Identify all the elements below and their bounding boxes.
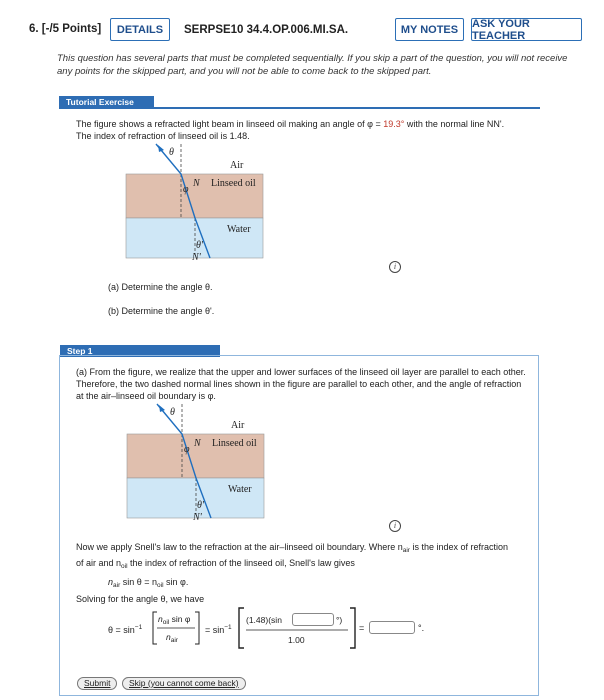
theta-prime-label: θ' [197, 500, 205, 511]
n-label: N [194, 438, 201, 449]
den-n: n [166, 632, 171, 642]
oil-label: Linseed oil [211, 178, 256, 189]
oil-label: Linseed oil [212, 438, 257, 449]
my-notes-button[interactable]: MY NOTES [395, 18, 464, 41]
num-sin: sin φ [169, 614, 191, 624]
tutorial-divider [59, 107, 540, 109]
snell-intro-d: the index of refraction of the linseed oil, Snell's law gives [127, 558, 355, 568]
beam-arrow [158, 145, 164, 152]
equals-sin [205, 622, 232, 636]
problem-statement [76, 118, 556, 142]
theta-answer-input[interactable] [369, 621, 415, 634]
theta-eq: θ = sin [108, 625, 135, 635]
question-code: SERPSE10 34.4.OP.006.MI.SA. [184, 24, 349, 36]
eq-end: sin φ. [163, 577, 189, 587]
inverse-sup-2: −1 [224, 624, 232, 631]
eq-mid: sin θ = n [120, 577, 158, 587]
problem-line1-end: with the normal line NN'. [404, 119, 505, 129]
sin-open: (sin [268, 615, 282, 625]
beam-arrow [159, 405, 165, 412]
snell-intro-c: of air and n [76, 558, 122, 568]
submit-button[interactable]: Submit [77, 677, 117, 690]
theta-prime-label: θ' [196, 240, 204, 251]
instructions-text: This question has several parts that must be completed sequentially. If you skip a part of the question, you will not receive any points for the skipped part, and you will not be able to come back to the skipped part. [57, 53, 568, 77]
equals-sin-text: = sin [205, 625, 225, 635]
details-button[interactable]: DETAILS [110, 18, 170, 41]
refraction-diagram [120, 142, 270, 262]
deg-close: °) [336, 615, 343, 625]
part-a-text: (a) Determine the angle θ. [108, 282, 213, 292]
question-number: 6. [-/5 Points] [29, 23, 102, 35]
phi-input[interactable] [292, 613, 334, 626]
phi-label: φ [184, 444, 190, 455]
solving-text: Solving for the angle θ, we have [76, 594, 205, 604]
degree-unit: °. [418, 623, 425, 633]
snell-intro [76, 541, 531, 573]
num-n: n [158, 614, 163, 624]
fraction-numerator [158, 613, 190, 629]
oil-subscript: oil [121, 563, 128, 570]
part-b-text: (b) Determine the angle θ'. [108, 306, 215, 316]
step-refraction-diagram [121, 402, 271, 522]
air-label: Air [231, 420, 245, 431]
eq-n1: n [108, 577, 114, 587]
inverse-sup: −1 [134, 624, 143, 631]
water-label: Water [227, 224, 251, 235]
step-tag: Step 1 [60, 345, 220, 357]
num-oil-sub: oil [162, 619, 170, 626]
big-numerator [246, 614, 282, 626]
n-prime-label: N' [193, 512, 202, 522]
denominator-value: 1.00 [288, 635, 305, 645]
snell-intro-a: Now we apply Snell's law to the refraction at the air–linseed oil boundary. Where n [76, 542, 403, 552]
fraction-denominator [166, 631, 178, 647]
den-air-sub: air [170, 637, 178, 644]
equals-sign: = [359, 623, 365, 633]
skip-button[interactable]: Skip (you cannot come back) [122, 677, 246, 690]
air-label: Air [230, 160, 244, 171]
n-prime-label: N' [192, 252, 201, 262]
theta-label: θ [170, 407, 175, 418]
water-label: Water [228, 484, 252, 495]
problem-line2: The index of refraction of linseed oil is 1.48. [76, 131, 250, 141]
theta-formula [108, 622, 142, 636]
snell-intro-b: is the index of refraction [409, 542, 509, 552]
step-paragraph: (a) From the figure, we realize that the upper and lower surfaces of the linseed oil layer are parallel to each other. Therefore, the two dashed normal lines shown in the figure are parallel to each other, and the angle of refraction at the air–linseed oil boundary is φ. [76, 367, 526, 401]
tutorial-tag: Tutorial Exercise [59, 96, 154, 108]
problem-angle-value: 19.3° [383, 119, 405, 129]
problem-line1: The figure shows a refracted light beam in linseed oil making an angle of φ = [76, 119, 384, 129]
phi-label: φ [183, 184, 189, 195]
coefficient: (1.48) [246, 615, 269, 625]
n-label: N [193, 178, 200, 189]
ask-teacher-button[interactable]: ASK YOUR TEACHER [471, 18, 582, 41]
info-icon[interactable]: i [389, 520, 401, 532]
snell-equation [108, 576, 188, 592]
eq-oil-sub: oil [157, 582, 164, 589]
eq-air-sub: air [113, 582, 121, 589]
info-icon[interactable]: i [389, 261, 401, 273]
theta-label: θ [169, 147, 174, 158]
air-subscript: air [402, 547, 410, 554]
